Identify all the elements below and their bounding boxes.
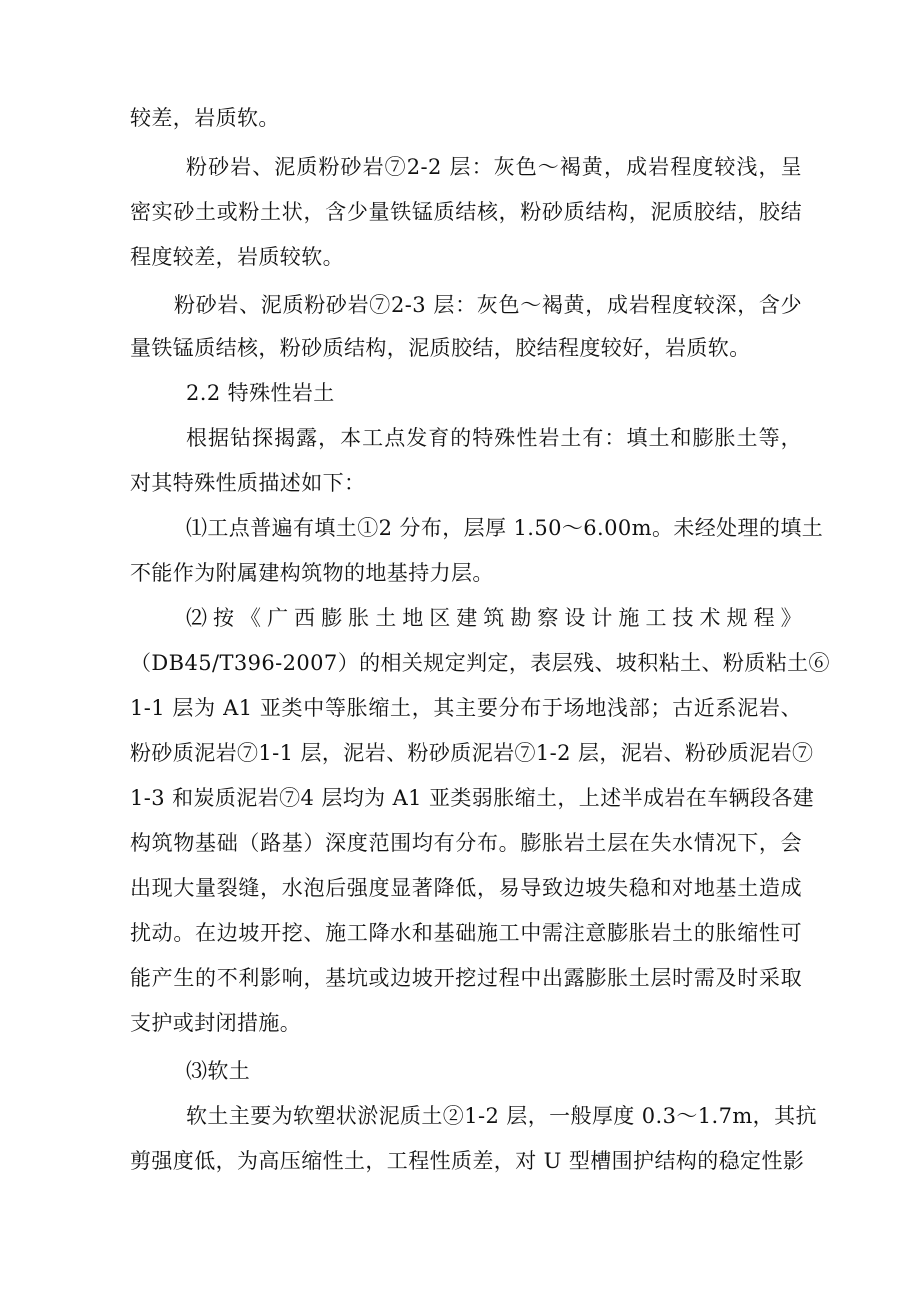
text-line: 不能作为附属建构筑物的地基持力层。 — [130, 561, 494, 585]
text-line: 扰动。在边坡开挖、施工降水和基础施工中需注意膨胀岩土的胀缩性可 — [130, 921, 802, 945]
text-line: 1-1 层为 A1 亚类中等胀缩土，其主要分布于场地浅部；古近系泥岩、 — [130, 696, 802, 720]
section-heading: ⑶软土 — [186, 1059, 251, 1083]
text-line: 剪强度低，为高压缩性土，工程性质差，对 U 型槽围护结构的稳定性影 — [130, 1149, 805, 1173]
text-line: 粉砂岩、泥质粉砂岩⑦2-2 层：灰色～褐黄，成岩程度较浅，呈 — [186, 155, 802, 179]
text-line: 出现大量裂缝，水泡后强度显著降低，易导致边坡失稳和对地基土造成 — [130, 876, 802, 900]
text-line: 软土主要为软塑状淤泥质土②1-2 层，一般厚度 0.3～1.7m，其抗 — [186, 1104, 817, 1128]
text-line: 能产生的不利影响，基坑或边坡开挖过程中出露膨胀土层时需及时采取 — [130, 966, 802, 990]
section-heading: 2.2 特殊性岩土 — [186, 381, 335, 405]
text-line: 粉砂岩、泥质粉砂岩⑦2-3 层：灰色～褐黄，成岩程度较深，含少 — [174, 293, 802, 317]
text-line: （DB45/T396-2007）的相关规定判定，表层残、坡积粘土、粉质粘土⑥ — [130, 651, 830, 675]
text-line: 量铁锰质结核，粉砂质结构，泥质胶结，胶结程度较好，岩质软。 — [130, 336, 751, 360]
text-line: ⑵按《广西膨胀土地区建筑勘察设计施工技术规程》 — [186, 606, 802, 630]
text-line: 对其特殊性质描述如下： — [130, 471, 366, 495]
text-line: 支护或封闭措施。 — [130, 1011, 302, 1035]
text-line: 密实砂土或粉土状，含少量铁锰质结核，粉砂质结构，泥质胶结，胶结 — [130, 200, 802, 224]
text-line: 程度较差，岩质较软。 — [130, 245, 344, 269]
text-line: 1-3 和炭质泥岩⑦4 层均为 A1 亚类弱胀缩土，上述半成岩在车辆段各建 — [130, 786, 815, 810]
text-line: 较差，岩质软。 — [130, 106, 280, 130]
text-line: 根据钻探揭露，本工点发育的特殊性岩土有：填土和膨胀土等， — [186, 426, 802, 450]
text-line: 粉砂质泥岩⑦1-1 层，泥岩、粉砂质泥岩⑦1-2 层，泥岩、粉砂质泥岩⑦ — [130, 741, 814, 765]
text-line: 构筑物基础（路基）深度范围均有分布。膨胀岩土层在失水情况下，会 — [130, 831, 802, 855]
text-line: ⑴工点普遍有填土①2 分布，层厚 1.50～6.00m。未经处理的填土 — [186, 516, 824, 540]
